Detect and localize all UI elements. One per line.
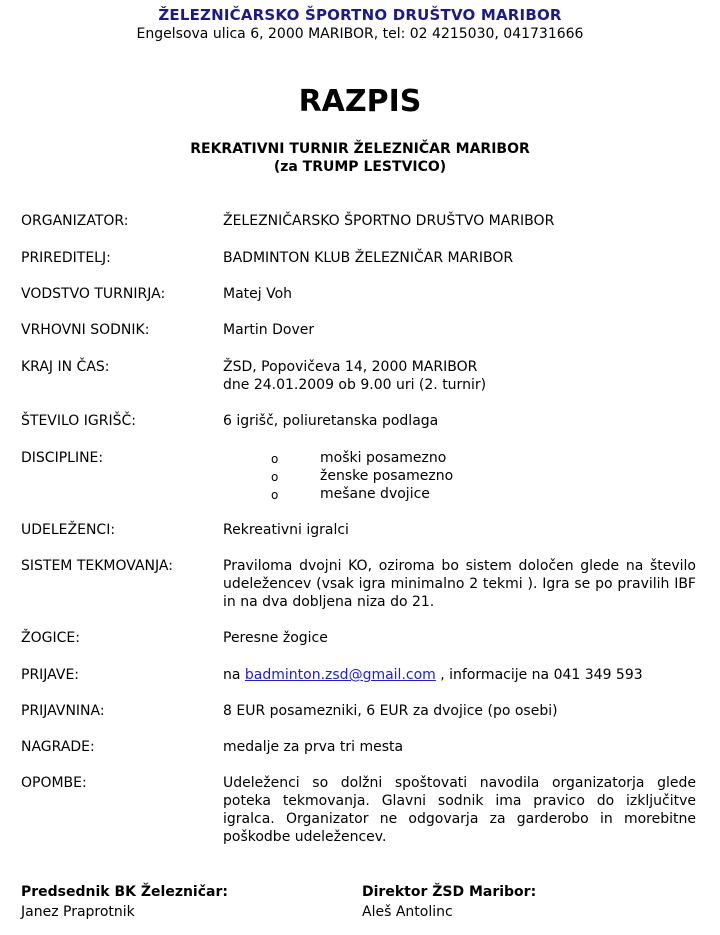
field-value: BADMINTON KLUB ŽELEZNIČAR MARIBOR — [223, 250, 514, 266]
field-label: SISTEM TEKMOVANJA: — [21, 558, 173, 574]
field-label: OPOMBE: — [21, 775, 87, 791]
discipline-list — [223, 449, 696, 503]
list-item — [223, 485, 696, 503]
list-item-text: ženske posamezno — [320, 468, 454, 484]
signature-role: Predsednik BK Železničar: — [21, 884, 228, 900]
club-address: Engelsova ulica 6, 2000 MARIBOR, tel: 02 4215030, 041731666 — [136, 26, 584, 42]
field-value — [223, 358, 696, 394]
letterhead — [0, 6, 720, 42]
field-label: ŽOGICE: — [21, 630, 80, 646]
field-label: UDELEŽENCI: — [21, 522, 116, 538]
field-label: PRIREDITELJ: — [21, 250, 111, 266]
field-label: DISCIPLINE: — [21, 450, 104, 466]
field-label: KRAJ IN ČAS: — [21, 359, 110, 375]
signature-name: Janez Praprotnik — [21, 904, 135, 920]
subtitle-line-1: REKRATIVNI TURNIR ŽELEZNIČAR MARIBOR — [190, 141, 530, 157]
field-value — [223, 666, 696, 684]
signature-name: Aleš Antolinc — [362, 904, 453, 920]
field-value: Matej Voh — [223, 286, 293, 302]
field-value-line: ŽSD, Popovičeva 14, 2000 MARIBOR — [223, 359, 478, 375]
club-name: ŽELEZNIČARSKO ŠPORTNO DRUŠTVO MARIBOR — [158, 6, 562, 24]
prijave-prefix: na — [223, 667, 245, 683]
bullet-icon: o — [271, 452, 279, 466]
field-label: NAGRADE: — [21, 739, 95, 755]
document-subtitle — [0, 140, 720, 176]
field-label: VRHOVNI SODNIK: — [21, 322, 150, 338]
field-label: VODSTVO TURNIRJA: — [21, 286, 166, 302]
signature-right — [362, 882, 536, 922]
subtitle-line-2: (za TRUMP LESTVICO) — [273, 159, 447, 175]
field-value: ŽELEZNIČARSKO ŠPORTNO DRUŠTVO MARIBOR — [223, 213, 555, 229]
field-label: ŠTEVILO IGRIŠČ: — [21, 413, 136, 429]
list-item-text: mešane dvojice — [320, 486, 430, 502]
signature-role: Direktor ŽSD Maribor: — [362, 884, 537, 900]
field-value: 6 igrišč, poliuretanska podlaga — [223, 413, 439, 429]
field-value: Praviloma dvojni KO, oziroma bo sistem določen glede na število udeležencev (vsak igra minimalno 2 tekmi ). Igra se po pravilih IBF in na dva dobljena niza do 21. — [223, 558, 696, 610]
list-item-text: moški posamezno — [320, 450, 447, 466]
field-value: medalje za prva tri mesta — [223, 739, 404, 755]
list-item — [223, 449, 696, 467]
field-label: PRIJAVE: — [21, 667, 80, 683]
bullet-icon: o — [271, 470, 279, 484]
field-value: Martin Dover — [223, 322, 315, 338]
field-value-line: dne 24.01.2009 ob 9.00 uri (2. turnir) — [223, 377, 487, 393]
field-value: Rekreativni igralci — [223, 522, 349, 538]
prijave-info: , informacije na 041 349 593 — [435, 667, 643, 683]
field-label: ORGANIZATOR: — [21, 213, 129, 229]
field-value: 8 EUR posamezniki, 6 EUR za dvojice (po osebi) — [223, 703, 558, 719]
field-value: Peresne žogice — [223, 630, 328, 646]
signature-left — [21, 882, 228, 922]
document-title: RAZPIS — [298, 84, 422, 119]
list-item — [223, 467, 696, 485]
field-value: Udeleženci so dolžni spoštovati navodila organizatorja glede poteka tekmovanja. Glavni sodnik ima pravico do izključitve igralca. Organizator ne odgovarja za garderobo in morebitne poškodbe udeležencev. — [223, 775, 696, 845]
bullet-icon: o — [271, 488, 279, 502]
email-link[interactable]: badminton.zsd@gmail.com — [244, 667, 436, 683]
field-label: PRIJAVNINA: — [21, 703, 105, 719]
